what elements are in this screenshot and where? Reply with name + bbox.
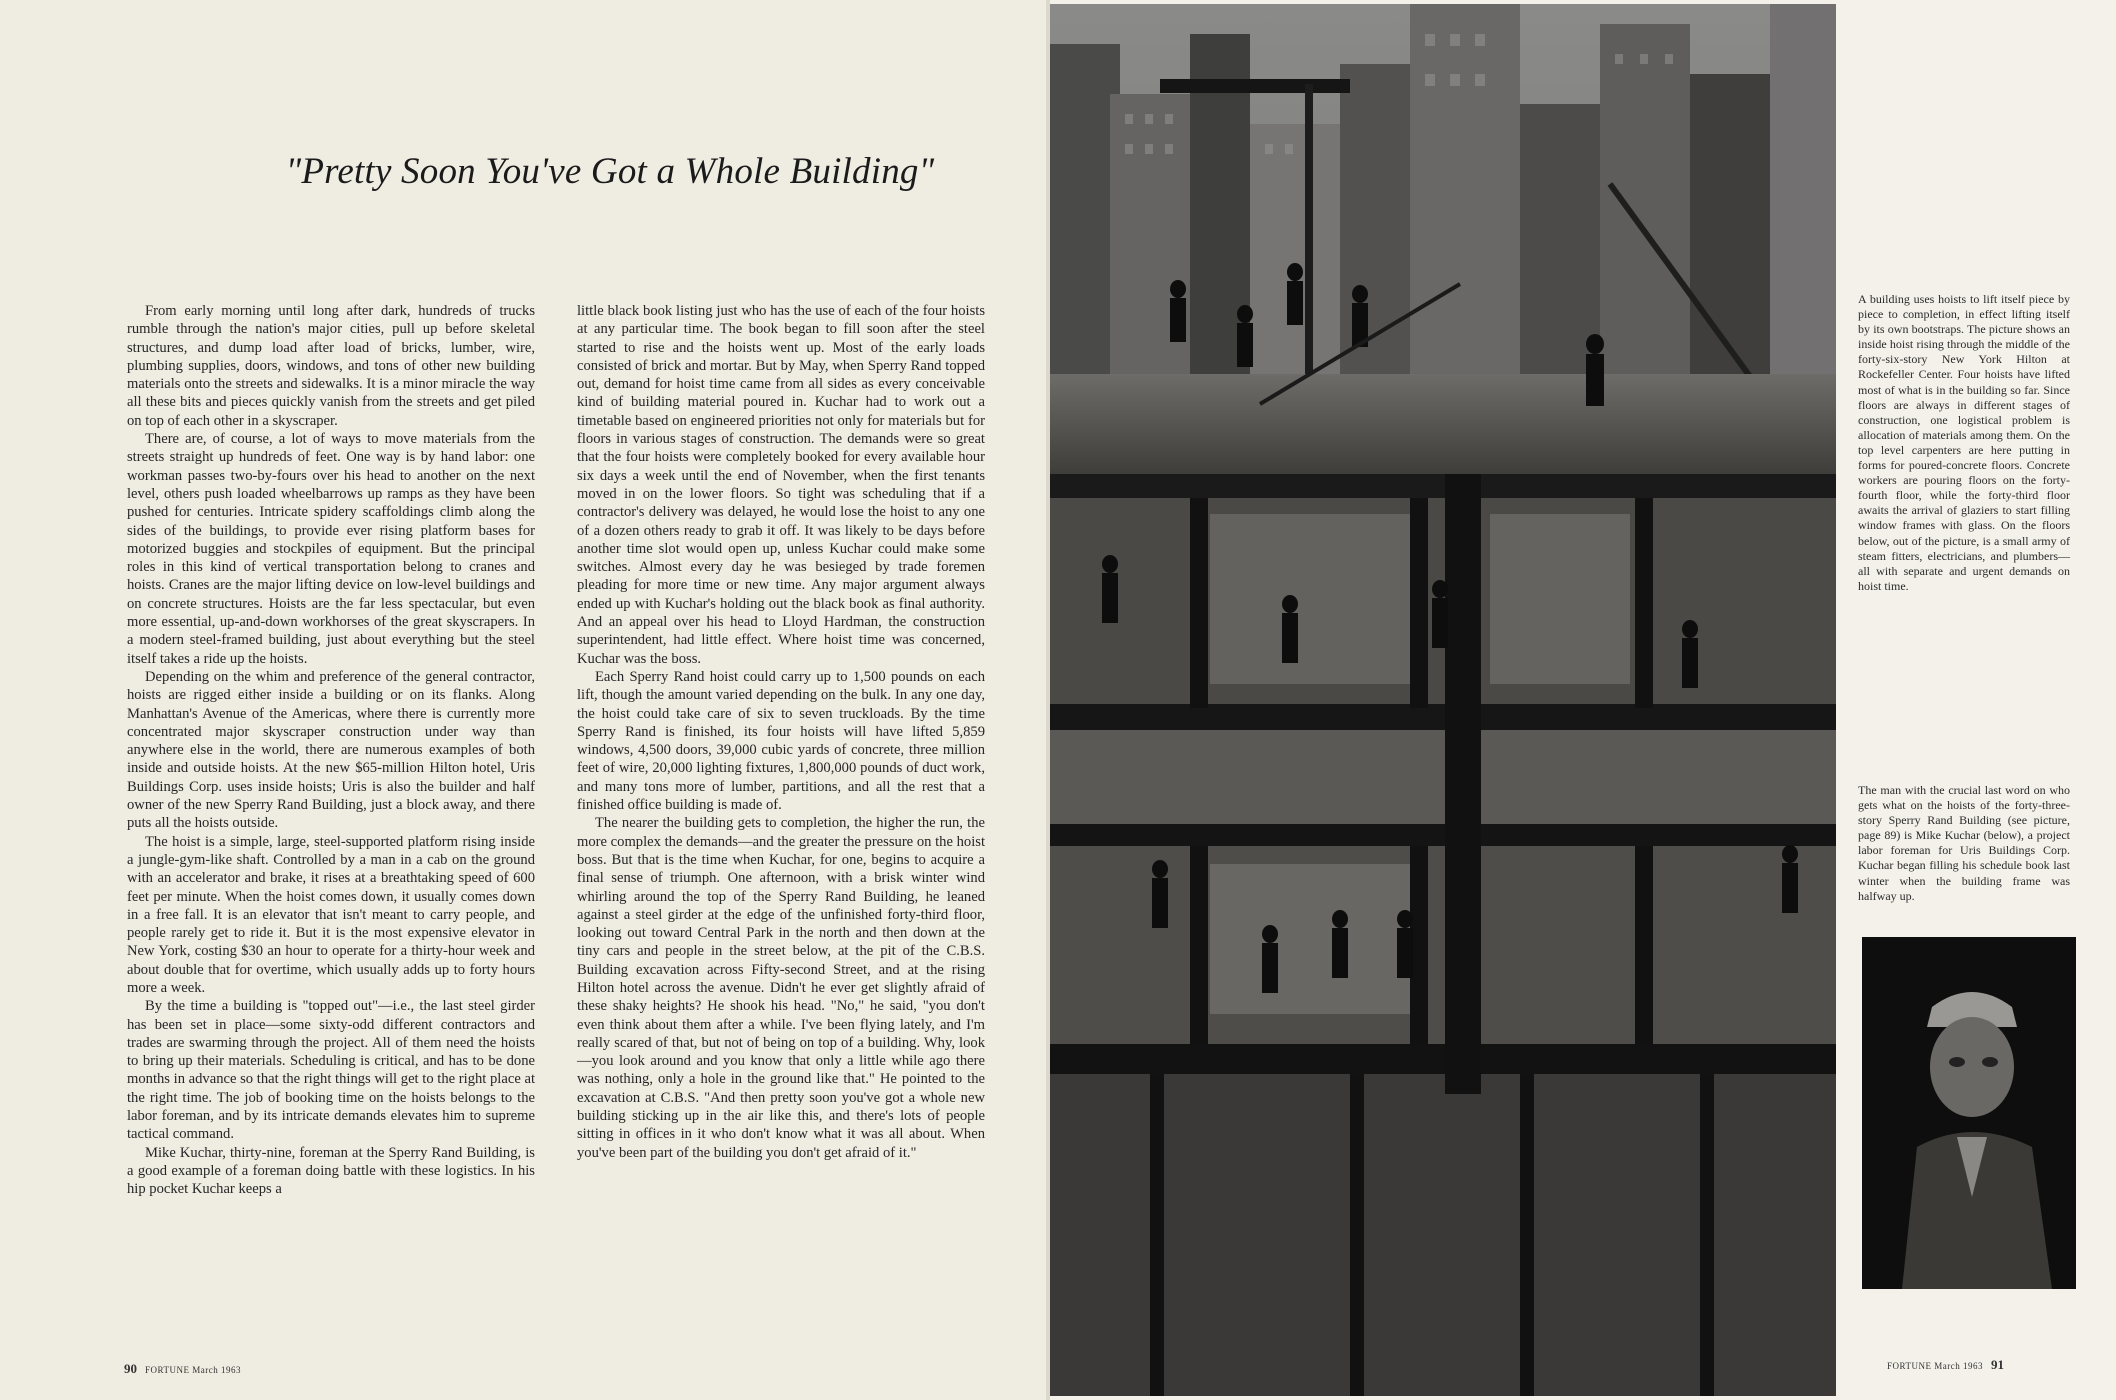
paragraph: From early morning until long after dark, hundreds of trucks rumble through the nation's major cities, pull up before skeletal structures, and dump load after load of bricks, lumber, wire, plumbing supplies, doors, windows, and tons of other new building materials onto the streets and sidewalks. It is a minor miracle the way all these bits and pieces quickly vanish from the streets and get piled on top of each other in a skyscraper. — [127, 303, 535, 429]
paragraph: By the time a building is "topped out"—i.e., the last steel girder has been set in place—some sixty-odd different contractors and trades are swarming through the project. All of them need the hoists to bring up their materials. Scheduling is critical, and has to be done months in advance so that the right things will get to the right place at the right time. The job of booking time on the hoists belongs to the labor foreman, and by its intricate demands elevates him to supreme tactical command. — [127, 998, 535, 1143]
paragraph: Mike Kuchar, thirty-nine, foreman at the Sperry Rand Building, is a good example of a foreman doing battle with these logistics. In his hip pocket Kuchar keeps a — [127, 1144, 535, 1198]
paragraph: There are, of course, a lot of ways to move materials from the streets straight up hundreds of feet. One way is by hand labor: one workman passes two-by-fours over his head to another on the next level, others push loaded wheelbarrows up ramps as they have been pushed for centuries. Intricate spidery scaffoldings climb along the sides of the buildings, to provide ever rising platform bases for motorized buggies and stockpiles of equipment. But the principal roles in this kind of vertical transportation belong to cranes and hoists. Cranes are the major lifting device on low-level buildings and on concrete structures. Hoists are the far less spectacular, but even more essential, up-and-down workhorses of the great skyscrapers. In a modern steel-framed building, just about everything but the steel itself takes a ride up the hoists. — [127, 431, 535, 667]
page-folio-left — [124, 1361, 241, 1377]
page-number: 91 — [1990, 1357, 2004, 1372]
text-column-2 — [577, 302, 985, 1162]
magazine-name: FORTUNE March 1963 — [145, 1365, 241, 1375]
paragraph: Each Sperry Rand hoist could carry up to 1,500 pounds on each lift, though the amount varied depending on the bulk. In any one day, the hoist could take care of six to seven truckloads. By the time Sperry Rand is finished, its four hoists will have lifted 5,859 windows, 4,500 doors, 39,000 cubic yards of concrete, three million feet of wire, 20,000 lighting fixtures, 1,800,000 pounds of duct work, and many tons more of lumber, partitions, and all the rest that a finished office building is made of. — [577, 668, 985, 814]
left-page — [0, 0, 1046, 1400]
text-column-1 — [127, 302, 535, 1199]
photo-caption-portrait: The man with the crucial last word on who gets what on the hoists of the forty-three-story Sperry Rand Building (see picture, page 89) is Mike Kuchar (below), a project labor foreman for Uris Buildings Corp. Kuchar began filling his schedule book last winter when the building frame was halfway up. — [1858, 783, 2070, 903]
paragraph: little black book listing just who has the use of each of the four hoists at any particular time. The book began to fill soon after the steel started to rise and the hoists went up. Most of the early loads consisted of brick and mortar. But by May, when Sperry Rand topped out, demand for hoist time came from all sides as every conceivable kind of building material poured in. Kuchar had to work out a timetable based on engineered priorities not only for materials but for floors in various stages of construction. The demands were so great that the four hoists were completely booked for every available hour six days a week until the end of November, when the first tenants moved in on the lower floors. So tight was scheduling that if a contractor's delivery was delayed, he would lose the hoist to any one of a dozen others ready to grab it off. It was likely to be days before another time slot would open up, unless Kuchar could make some switches. Almost every day he was besieged by trade foremen pleading for more time or new time. Any major argument always ended up with Kuchar's holding out the black book as final authority. And an appeal over his head to Lloyd Hardman, the construction superintendent, had little effect. Where hoist time was concerned, Kuchar was the boss. — [577, 303, 985, 667]
portrait-photo-image — [1862, 937, 2076, 1289]
paragraph: Depending on the whim and preference of the general contractor, hoists are rigged either inside a building or on its flanks. Along Manhattan's Avenue of the Americas, where there is currently more concentrated major skyscraper construction under way than anywhere else in the world, there are numerous examples of both inside and outside hoists. At the new $65-million Hilton hotel, Uris Buildings Corp. uses inside hoists; Uris is also the builder and half owner of the new Sperry Rand Building, just a block away, and there puts all the hoists outside. — [127, 668, 535, 832]
paragraph: The nearer the building gets to completion, the higher the run, the more complex the demands—and the greater the pressure on the hoist boss. But that is the time when Kuchar, for one, begins to acquire a final sense of triumph. One afternoon, with a brisk winter wind whirling around the top of the Sperry Rand Building, he leaned against a steel girder at the edge of the unfinished forty-third floor, looking out toward Central Park in the north and then down at the tiny cars and people in the street below, at the pit of the C.B.S. Building excavation across Fifty-second Street, and at the rising Hilton hotel across the avenue. Didn't he ever get slightly afraid of these shaky heights? He shook his head. "No," he said, "you don't even think about them after a while. I've been flying lately, and I'm really scared of that, but not of being on top of a building. Why, look—you look around and you know that only a little while ago there was nothing, only a hole in the ground like that." He pointed to the excavation at C.B.S. "And then pretty soon you've got a whole new building sticking up in the air like this, and there's lots of people sitting in offices in it who don't know what it was all about. When you've been part of the building you don't get afraid of it." — [577, 815, 985, 1161]
portrait-photo — [1862, 937, 2076, 1289]
construction-photo — [1050, 4, 1836, 1396]
article-headline: "Pretty Soon You've Got a Whole Building" — [285, 151, 935, 192]
construction-photo-image — [1050, 4, 1836, 1396]
photo-caption-main: A building uses hoists to lift itself piece by piece to completion, in effect lifting itself by its own bootstraps. The picture shows an inside hoist rising through the middle of the forty-six-story New York Hilton at Rockefeller Center. Four hoists have lifted most of what is in the building so far. Since floors are always in different stages of construction, one logistical problem is allocation of materials among them. On the top level carpenters are here putting in forms for poured-concrete floors. Concrete workers are pouring floors on the forty-fourth floor, while the forty-third floor awaits the arrival of glaziers to start filling window frames with glass. On the floors below, out of the picture, is a small army of steam fitters, electricians, and plumbers—all with separate and urgent demands on hoist time. — [1858, 292, 2070, 593]
page-folio-right — [1887, 1357, 2004, 1373]
paragraph: The hoist is a simple, large, steel-supported platform rising inside a jungle-gym-like shaft. Controlled by a man in a cab on the ground with an accelerator and brake, it rises at a breathtaking speed of 600 feet per minute. When the hoist comes down, it usually comes down in a free fall. It is an elevator that isn't meant to carry people, and people rarely get to ride it. But it is the most expensive elevator in New York, costing $30 an hour to operate for a thirty-hour week and about double that for overtime, which usually adds up to forty hours more a week. — [127, 833, 535, 996]
magazine-name: FORTUNE March 1963 — [1887, 1361, 1983, 1371]
page-number: 90 — [124, 1361, 137, 1376]
